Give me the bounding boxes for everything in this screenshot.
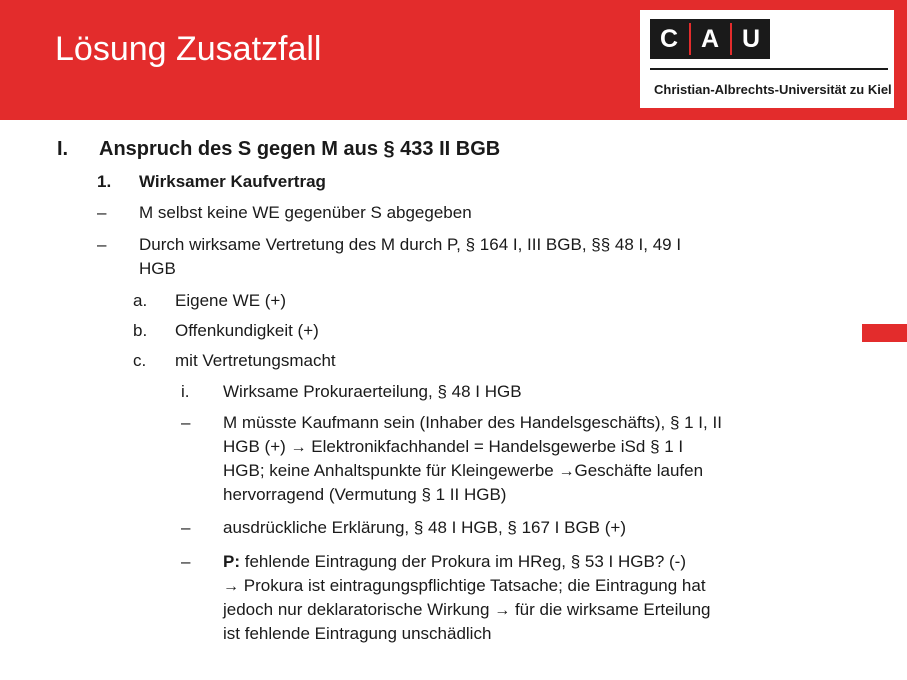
logo-university-name: Christian-Albrechts-Universität zu Kiel	[654, 82, 892, 97]
outline-text-continuation	[223, 435, 683, 460]
arrow-icon: →	[290, 439, 307, 456]
outline-text	[223, 550, 686, 574]
outline-text: für die wirksame Erteilung	[514, 600, 711, 619]
slide-side-marker	[862, 324, 907, 342]
arrow-icon: →	[223, 578, 239, 595]
outline-text: HGB; keine Anhaltspunkte für Kleingewerbe	[223, 461, 554, 480]
outline-text-continuation: HGB	[139, 259, 176, 278]
outline-letter: c.	[133, 351, 147, 370]
logo-divider	[650, 68, 888, 70]
outline-heading: Anspruch des S gegen M aus § 433 II BGB	[99, 138, 501, 160]
outline-roman: i.	[181, 382, 190, 401]
outline-letter: a.	[133, 291, 148, 310]
dash-bullet: –	[181, 552, 191, 571]
problem-label: P:	[223, 552, 240, 571]
outline-text: HGB (+)	[223, 437, 286, 456]
logo-letters	[650, 19, 770, 59]
outline-text: mit Vertretungsmacht	[175, 351, 336, 370]
arrow-icon: →	[494, 602, 511, 619]
outline-text: Eigene WE (+)	[175, 291, 287, 310]
header-banner	[0, 0, 907, 120]
dash-bullet: –	[181, 413, 191, 432]
outline-text: Offenkundigkeit (+)	[175, 321, 319, 340]
outline-text: Durch wirksame Vertretung des M durch P, § 164 I, III BGB, §§ 48 I, 49 I	[139, 235, 682, 254]
outline-text: M selbst keine WE gegenüber S abgegeben	[139, 203, 472, 222]
outline-text-continuation	[223, 598, 711, 623]
outline-text: M müsste Kaufmann sein (Inhaber des Handelsgeschäfts), § 1 I, II	[223, 413, 722, 432]
arrow-icon: →	[558, 463, 575, 480]
outline-number: I.	[57, 138, 69, 160]
outline-text-continuation: ist fehlende Eintragung unschädlich	[223, 624, 492, 643]
dash-bullet: –	[97, 203, 107, 222]
outline-text-continuation	[223, 459, 703, 484]
outline-text: fehlende Eintragung der Prokura im HReg, § 53 I HGB? (-)	[244, 552, 687, 571]
university-logo	[640, 10, 894, 108]
outline-text-continuation	[223, 574, 706, 599]
logo-letter-c: C	[659, 25, 679, 53]
outline-number: 1.	[97, 172, 112, 191]
logo-letter-a: A	[700, 25, 720, 53]
slide-title: Lösung Zusatzfall	[55, 30, 322, 68]
dash-bullet: –	[97, 235, 107, 254]
outline-text: Wirksame Prokuraerteilung, § 48 I HGB	[223, 382, 522, 401]
outline-text: Geschäfte laufen	[574, 461, 704, 480]
outline-text: ausdrückliche Erklärung, § 48 I HGB, § 167 I BGB (+)	[223, 518, 626, 537]
dash-bullet: –	[181, 518, 191, 537]
outline-letter: b.	[133, 321, 148, 340]
outline-heading: Wirksamer Kaufvertrag	[139, 172, 326, 191]
logo-letter-u: U	[741, 25, 761, 53]
outline-text: jedoch nur deklaratorische Wirkung	[223, 600, 490, 619]
outline-text: Prokura ist eintragungspflichtige Tatsache; die Eintragung hat	[243, 576, 706, 595]
outline-text: Elektronikfachhandel = Handelsgewerbe iSd § 1 I	[311, 437, 684, 456]
outline-text-continuation: hervorragend (Vermutung § 1 II HGB)	[223, 485, 507, 504]
